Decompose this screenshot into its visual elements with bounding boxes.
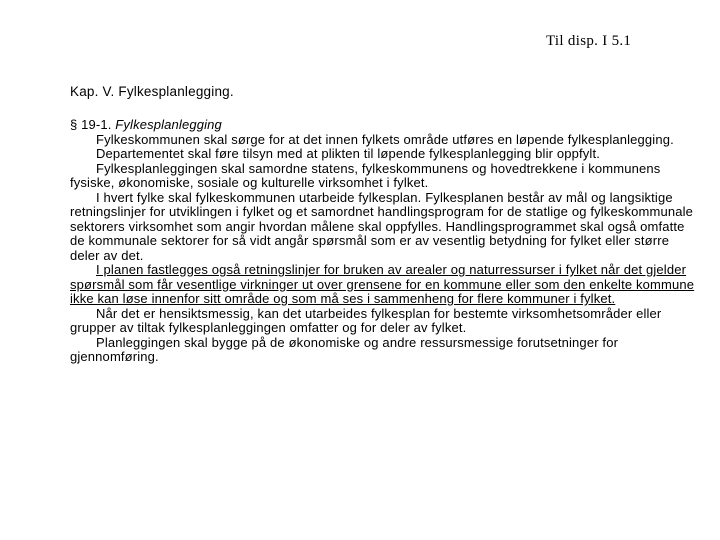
paragraph-underlined: I planen fastlegges også retningslinjer for bruken av arealer og naturressurser i fylket når det gjelder spørsmål som får vesentlige virkninger ut over grensene for en kommune eller som den enkelte kommune ikke kan løse innenfor sitt område og som må ses i sammenheng for flere kommuner i fylket. xyxy=(70,262,695,306)
paragraph: Når det er hensiktsmessig, kan det utarbeides fylkesplan for bestemte virksomhetsområder eller grupper av tiltak fylkesplanleggingen omfatter og for deler av fylket. xyxy=(70,305,662,335)
page-reference: Til disp. I 5.1 xyxy=(546,33,632,49)
section-heading xyxy=(70,118,695,133)
chapter-heading: Kap. V. Fylkesplanlegging. xyxy=(70,84,234,99)
paragraph: Fylkesplanleggingen skal samordne statens, fylkeskommunens og hovedtrekkene i kommunens fysiske, økonomiske, sosiale og kulturelle virksomhet i fylket. xyxy=(70,160,661,190)
section-title: Fylkesplanlegging xyxy=(115,117,222,132)
paragraph: Fylkeskommunen skal sørge for at det innen fylkets område utføres en løpende fylkesplanlegging. xyxy=(96,131,674,147)
paragraph: I hvert fylke skal fylkeskommunen utarbeide fylkesplan. Fylkesplanen består av mål og langsiktige retningslinjer for utviklingen i fylket og et samordnet handlingsprogram for de statlige og fylkeskommunale sektorers virksomhet som angir hvordan målene skal oppfylles. Handlingsprogrammet skal også omfatte de kommunale sektorer for så vidt angår spørsmål som er av vesentlig betydning for fylket eller større deler av det. xyxy=(70,189,694,263)
paragraph: Planleggingen skal bygge på de økonomiske og andre ressursmessige forutsetninger for gjennomføring. xyxy=(70,334,619,364)
document-body xyxy=(70,118,695,365)
paragraph: Departementet skal føre tilsyn med at plikten til løpende fylkesplanlegging blir oppfylt. xyxy=(96,146,600,161)
section-number: § 19-1. xyxy=(70,117,112,132)
